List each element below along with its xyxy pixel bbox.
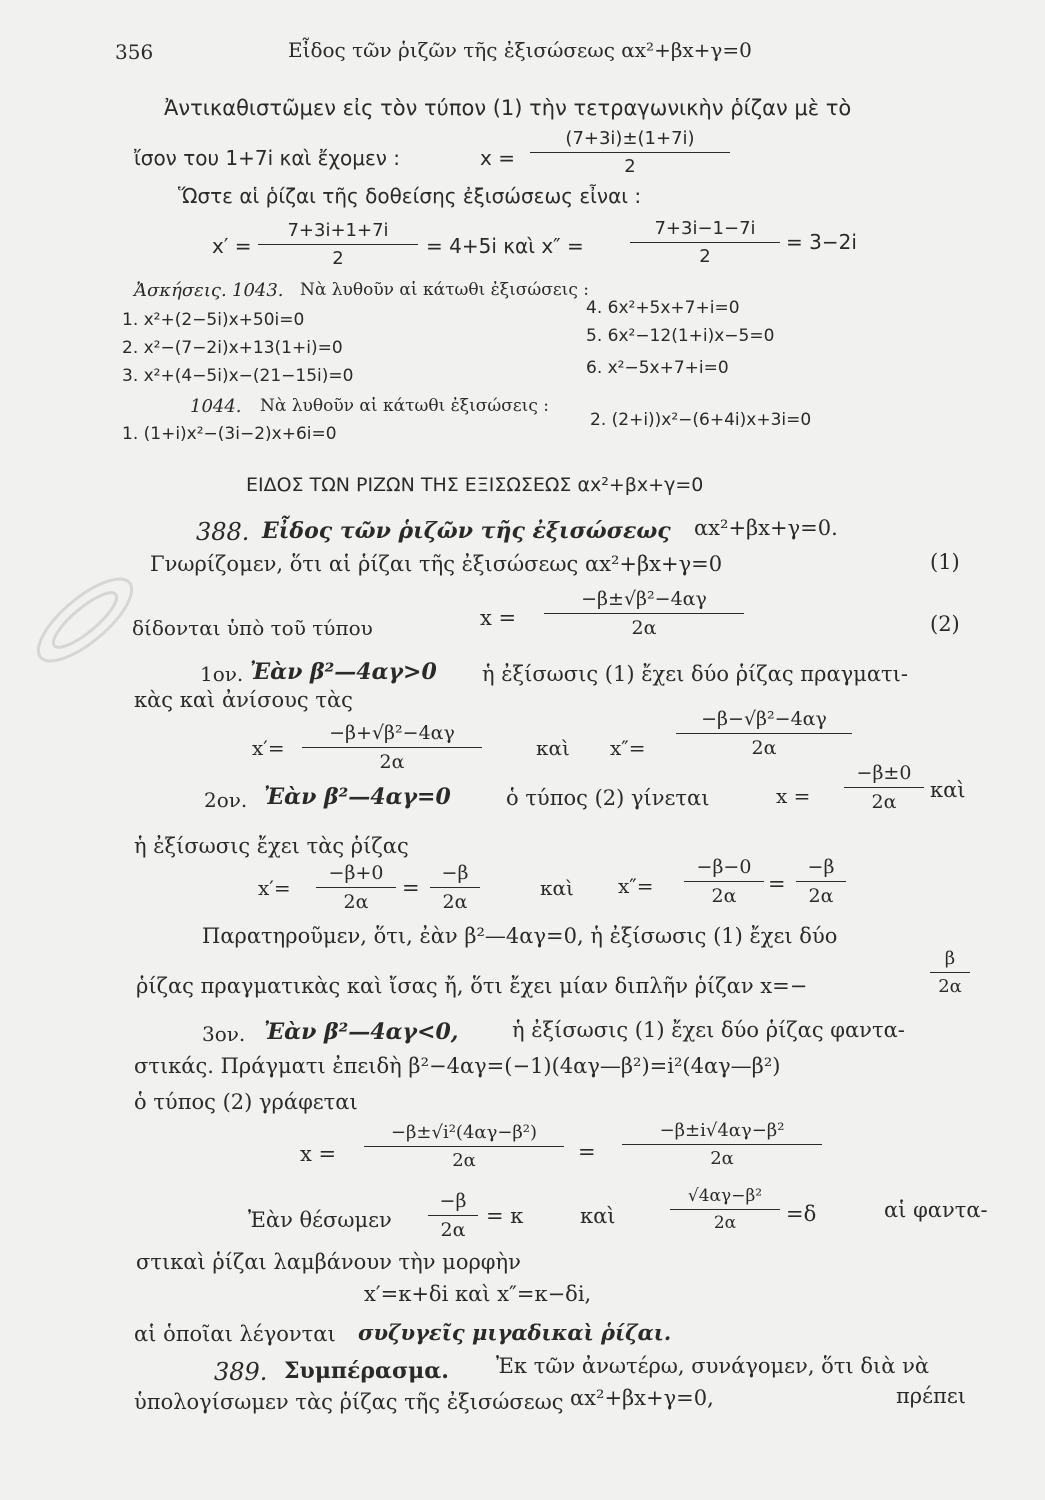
exercise-intro: Νὰ λυθοῦν αἱ κάτωθι ἐξισώσεις : bbox=[300, 280, 589, 300]
text-line: στικαὶ ῥίζαι λαμβάνουν τὴν μορφὴν bbox=[136, 1250, 521, 1274]
exercises-label: Ἀσκήσεις. bbox=[134, 280, 227, 301]
fraction-denominator: 2 bbox=[624, 156, 636, 177]
fraction-denominator: 2 bbox=[332, 248, 344, 269]
text-line: ἡ ἐξίσωσις (1) ἔχει δύο ῥίζας πραγματι- bbox=[482, 662, 908, 686]
fraction bbox=[544, 588, 744, 639]
exercise-item: 1. x²+(2−5i)x+50i=0 bbox=[122, 310, 305, 330]
fraction-denominator: 2α bbox=[713, 1213, 737, 1233]
text-line: Ὥστε αἱ ῥίζαι τῆς δοθείσης ἐξισώσεως εἶναι : bbox=[178, 184, 642, 208]
fraction-denominator: 2α bbox=[440, 1219, 466, 1241]
math-symbol: x = bbox=[300, 1142, 337, 1166]
fraction bbox=[530, 128, 730, 177]
text-line: ἡ ἐξίσωσις (1) ἔχει δύο ῥίζας φαντα- bbox=[512, 1018, 905, 1042]
math-symbol: x = bbox=[480, 606, 517, 630]
fraction-denominator: 2α bbox=[751, 737, 777, 759]
case-label: 3ον. bbox=[202, 1022, 246, 1046]
fraction-denominator: 2α bbox=[938, 976, 962, 997]
text-line: κὰς καὶ ἀνίσους τὰς bbox=[134, 688, 353, 712]
exercise-item: 2. x²−(7−2i)x+13(1+i)=0 bbox=[122, 338, 343, 358]
case-condition: Ἐὰν β²—4αγ=0 bbox=[264, 784, 451, 810]
fraction bbox=[302, 722, 482, 773]
math-symbol: x = bbox=[480, 146, 515, 170]
fraction bbox=[428, 1190, 478, 1241]
text-line: Ἐκ τῶν ἀνωτέρω, συνάγομεν, ὅτι διὰ νὰ bbox=[496, 1354, 930, 1378]
stamp-mark bbox=[20, 560, 150, 680]
term-emphasis: συζυγεῖς μιγαδικαὶ ῥίζαι. bbox=[358, 1320, 672, 1345]
fraction-numerator: √4αγ−β² bbox=[670, 1186, 780, 1210]
section-title-equation: αx²+βx+γ=0. bbox=[694, 516, 838, 540]
text-line: ἴσον του 1+7i καὶ ἔχομεν : bbox=[134, 146, 401, 170]
fraction-numerator: (7+3i)±(1+7i) bbox=[530, 128, 730, 153]
equation-tag: (1) bbox=[930, 550, 960, 574]
fraction-numerator: −β±0 bbox=[844, 762, 924, 788]
section-title: Συμπέρασμα. bbox=[284, 1358, 449, 1384]
running-title: Εἶδος τῶν ῥιζῶν τῆς ἐξισώσεως αx²+βx+γ=0 bbox=[288, 38, 752, 62]
fraction bbox=[630, 218, 780, 267]
text-line: αἱ ὁποῖαι λέγονται bbox=[134, 1322, 336, 1346]
fraction-numerator: −β−0 bbox=[684, 856, 764, 882]
exercise-item: 6. x²−5x+7+i=0 bbox=[586, 358, 729, 378]
exercise-item: 3. x²+(4−5i)x−(21−15i)=0 bbox=[122, 366, 354, 386]
exercise-number: 1044. bbox=[190, 396, 242, 417]
math-symbol: x′ = bbox=[212, 234, 252, 258]
fraction-denominator: 2α bbox=[631, 617, 657, 639]
math-symbol: x″= bbox=[618, 874, 654, 898]
fraction-numerator: 7+3i+1+7i bbox=[258, 220, 418, 245]
text-line: ἡ ἐξίσωσις ἔχει τὰς ῥίζας bbox=[134, 834, 409, 858]
equation-tag: (2) bbox=[930, 612, 960, 636]
exercise-number: 1043. bbox=[232, 280, 284, 301]
section-number: 389. bbox=[214, 1358, 268, 1386]
text-line: στικάς. Πράγματι ἐπειδὴ β²−4αγ=(−1)(4αγ—β²)=i²(4αγ—β²) bbox=[134, 1054, 781, 1078]
text-line: ὑπολογίσωμεν τὰς ῥίζας τῆς ἐξισώσεως bbox=[134, 1390, 564, 1414]
fraction-denominator: 2α bbox=[710, 1148, 734, 1169]
math-symbol: = bbox=[402, 876, 420, 900]
text-line: ὁ τύπος (2) γίνεται bbox=[506, 786, 710, 810]
text-line: καὶ bbox=[580, 1204, 616, 1228]
fraction-denominator: 2α bbox=[871, 791, 897, 813]
fraction bbox=[364, 1122, 564, 1171]
math-expression: = 3−2i bbox=[786, 230, 857, 254]
fraction-denominator: 2α bbox=[379, 751, 405, 773]
fraction-denominator: 2α bbox=[452, 1150, 476, 1171]
math-expression: = 4+5i καὶ x″ = bbox=[426, 234, 584, 258]
case-condition: Ἐὰν β²—4αγ>0 bbox=[250, 659, 437, 685]
text-line: καὶ bbox=[540, 876, 574, 900]
math-expression: αx²+βx+γ=0, bbox=[570, 1386, 714, 1410]
exercise-item: 4. 6x²+5x+7+i=0 bbox=[586, 298, 740, 318]
text-line: ὁ τύπος (2) γράφεται bbox=[134, 1090, 358, 1114]
text-line: πρέπει bbox=[896, 1384, 966, 1408]
fraction bbox=[670, 1186, 780, 1233]
exercise-intro: Νὰ λυθοῦν αἱ κάτωθι ἐξισώσεις : bbox=[260, 396, 549, 416]
math-symbol: = bbox=[578, 1140, 596, 1164]
fraction bbox=[930, 948, 970, 997]
fraction-numerator: −β±√β²−4αγ bbox=[544, 588, 744, 614]
case-label: 2ον. bbox=[204, 788, 248, 812]
section-title: Εἶδος τῶν ῥιζῶν τῆς ἐξισώσεως bbox=[262, 518, 671, 544]
math-symbol: =δ bbox=[786, 1202, 817, 1226]
math-symbol: = κ bbox=[486, 1204, 524, 1228]
text-line: καὶ bbox=[930, 778, 966, 802]
fraction bbox=[676, 708, 852, 759]
math-expression: x′=κ+δi καὶ x″=κ−δi, bbox=[364, 1282, 592, 1306]
math-symbol: = bbox=[768, 872, 786, 896]
fraction-numerator: 7+3i−1−7i bbox=[630, 218, 780, 243]
section-heading: ΕΙΔΟΣ ΤΩΝ ΡΙΖΩΝ ΤΗΣ ΕΞΙΣΩΣΕΩΣ αx²+βx+γ=0 bbox=[246, 474, 704, 496]
exercise-item: 1. (1+i)x²−(3i−2)x+6i=0 bbox=[122, 424, 337, 444]
fraction-numerator: −β bbox=[428, 1190, 478, 1216]
exercise-item: 2. (2+i))x²−(6+4i)x+3i=0 bbox=[590, 410, 812, 430]
page-number: 356 bbox=[115, 40, 154, 64]
text-line: Παρατηροῦμεν, ὅτι, ἐὰν β²—4αγ=0, ἡ ἐξίσωσις (1) ἔχει δύο bbox=[202, 924, 838, 948]
exercise-item: 5. 6x²−12(1+i)x−5=0 bbox=[586, 326, 775, 346]
fraction-numerator: −β+√β²−4αγ bbox=[302, 722, 482, 748]
math-symbol: x′= bbox=[252, 736, 285, 760]
case-condition: Ἐὰν β²—4αγ<0, bbox=[264, 1019, 459, 1045]
math-symbol: x″= bbox=[610, 736, 646, 760]
fraction bbox=[430, 862, 480, 913]
math-symbol: x = bbox=[776, 784, 811, 808]
fraction bbox=[316, 862, 396, 913]
text-line: Γνωρίζομεν, ὅτι αἱ ῥίζαι τῆς ἐξισώσεως αx²+βx+γ=0 bbox=[150, 552, 723, 576]
text-line: αἱ φαντα- bbox=[884, 1198, 988, 1222]
text-line: ῥίζας πραγματικὰς καὶ ἴσας ἤ, ὅτι ἔχει μίαν διπλῆν ῥίζαν x=− bbox=[136, 974, 808, 998]
fraction-denominator: 2 bbox=[699, 246, 711, 267]
case-label: 1ον. bbox=[200, 662, 244, 686]
fraction bbox=[258, 220, 418, 269]
fraction-denominator: 2α bbox=[711, 885, 737, 907]
fraction-numerator: −β±i√4αγ−β² bbox=[622, 1120, 822, 1145]
fraction bbox=[684, 856, 764, 907]
math-symbol: x′= bbox=[258, 876, 291, 900]
fraction-numerator: β bbox=[930, 948, 970, 973]
fraction-numerator: −β bbox=[796, 856, 846, 882]
fraction-denominator: 2α bbox=[343, 891, 369, 913]
text-line: Ἀντικαθιστῶμεν εἰς τὸν τύπον (1) τὴν τετραγωνικὴν ῥίζαν μὲ τὸ bbox=[164, 96, 852, 120]
fraction-numerator: −β±√i²(4αγ−β²) bbox=[364, 1122, 564, 1147]
fraction-denominator: 2α bbox=[442, 891, 468, 913]
fraction bbox=[622, 1120, 822, 1169]
text-line: καὶ bbox=[536, 736, 570, 760]
fraction-denominator: 2α bbox=[808, 885, 834, 907]
fraction bbox=[796, 856, 846, 907]
fraction bbox=[844, 762, 924, 813]
fraction-numerator: −β+0 bbox=[316, 862, 396, 888]
fraction-numerator: −β bbox=[430, 862, 480, 888]
text-line: δίδονται ὑπὸ τοῦ τύπου bbox=[132, 616, 373, 640]
text-line: Ἐὰν θέσωμεν bbox=[248, 1208, 392, 1232]
section-number: 388. bbox=[196, 518, 250, 546]
fraction-numerator: −β−√β²−4αγ bbox=[676, 708, 852, 734]
